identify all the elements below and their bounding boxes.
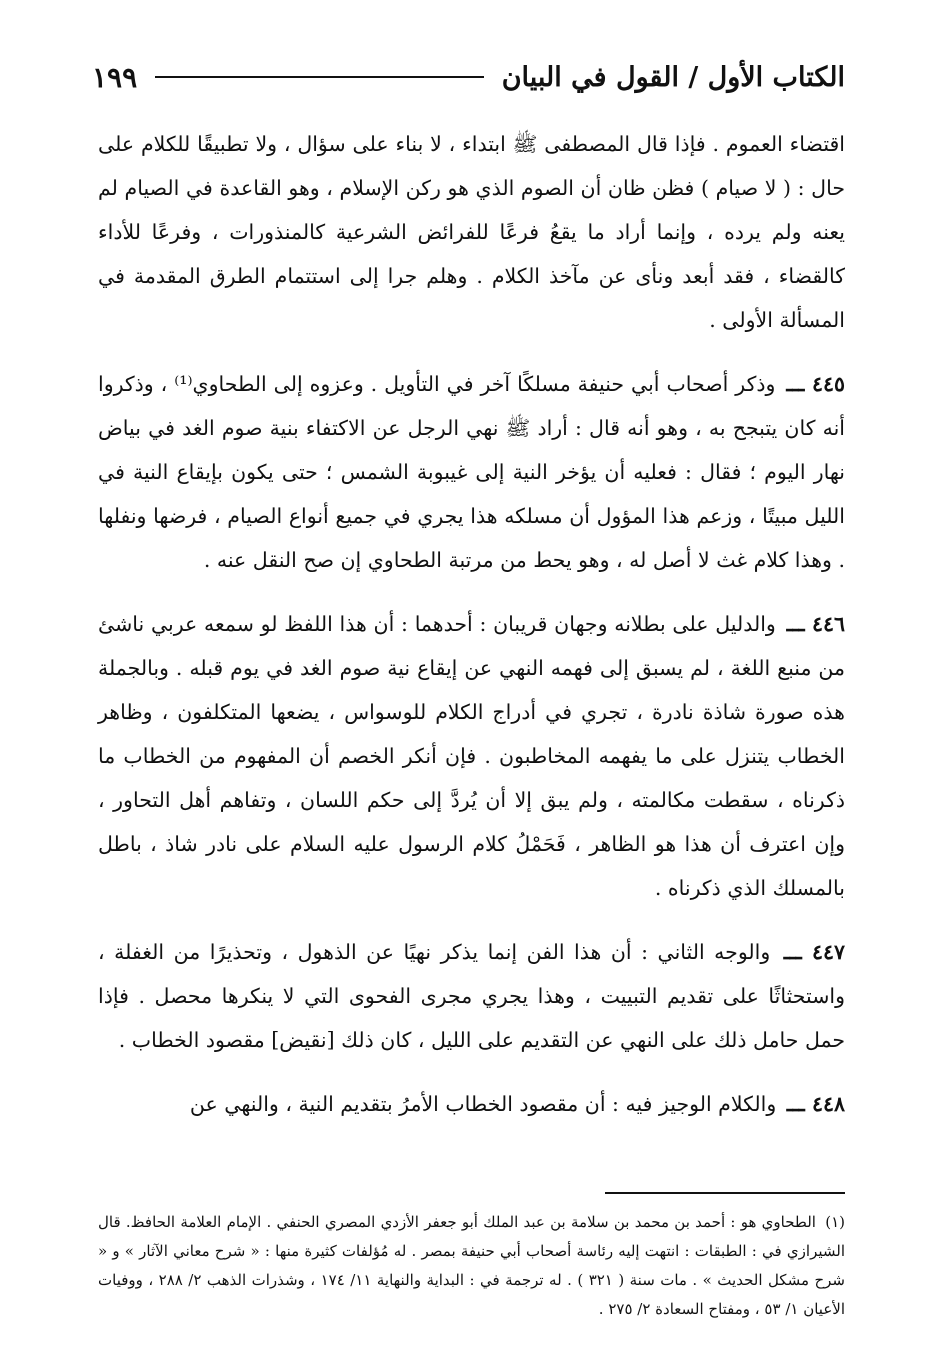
- paragraph-text: والكلام الوجيز فيه : أن مقصود الخطاب الأمرُ بتقديم النية ، والنهي عن: [189, 1092, 777, 1116]
- footnote-marker: (١): [825, 1213, 845, 1231]
- page-number: ١٩٩: [92, 60, 138, 94]
- paragraph-text: والدليل على بطلانه وجهان قريبان : أحدهما : أن هذا اللفظ لو سمعه عربي ناشئ من منبع اللغة ، لم يسبق إلى فهمه النهي عن إيقاع نية صوم الغد في يوم قبله . وبالجملة هذه صورة شاذة نادرة ، تجري في أدراج الكلام للوسواس ، يضعها المتكلفون ، وظاهر الخطاب يتنزل على ما يفهمه المخاطبون . فإن أنكر الخصم أن المفهوم من الخطاب ما ذكرناه ، سقطت مكالمته ، ولم يبق إلا أن يُردَّ إلى حكم اللسان ، وتفاهم أهل التحاور ، وإن اعترف أن هذا هو الظاهر ، فَحَمْلُ كلام الرسول عليه السلام على نادر شاذ ، باطل بالمسلك الذي ذكرناه .: [98, 612, 845, 900]
- header-rule: [155, 76, 484, 78]
- paragraph-number: ٤٤٦ ـــ: [786, 612, 845, 636]
- footnote-separator: [605, 1192, 845, 1194]
- paragraph-number: ٤٤٧ ـــ: [783, 940, 845, 964]
- main-text: [98, 122, 845, 1146]
- paragraph-number: ٤٤٥ ـــ: [786, 372, 845, 396]
- paragraph-continuation: [98, 122, 845, 342]
- running-header: [92, 52, 845, 102]
- footnote-text: الطحاوي هو : أحمد بن محمد بن سلامة بن عبد الملك أبو جعفر الأزدي المصري الحنفي . الإمام العلامة الحافظ. قال الشيرازي في : الطبقات : انتهت إليه رئاسة أصحاب أبي حنيفة بمصر . له مُؤلفات كثيرة منها : « شرح معاني الآثار » و « شرح مشكل الحديث » . مات سنة ( ٣٢١ ) . له ترجمة في : البداية والنهاية ١١/ ١٧٤ ، وشذرات الذهب ٢/ ٢٨٨ ، ووفيات الأعيان ١/ ٥٣ ، ومفتاح السعادة ٢/ ٢٧٥ .: [98, 1213, 845, 1318]
- paragraph-447: [98, 930, 845, 1062]
- running-title: الكتاب الأول / القول في البيان: [501, 61, 845, 93]
- paragraph-446: [98, 602, 845, 910]
- paragraph-number: ٤٤٨ ـــ: [786, 1092, 845, 1116]
- paragraph-text: والوجه الثاني : أن هذا الفن إنما يذكر نهيًا عن الذهول ، وتحذيرًا من الغفلة ، واستحثاثًا على تقديم التبييت ، وهذا يجري مجرى الفحوى التي لا ينكرها محصل . فإذا حمل حامل ذلك على النهي عن التقديم على الليل ، كان ذلك [نقيض] مقصود الخطاب .: [98, 940, 845, 1052]
- footnotes: [98, 1208, 845, 1324]
- paragraph-445: [98, 362, 845, 582]
- paragraph-448: [98, 1082, 845, 1126]
- paragraph-text: وذكر أصحاب أبي حنيفة مسلكًا آخر في التأويل . وعزوه إلى الطحاوي⁽¹⁾ ، وذكروا أنه كان يتبجح به ، وهو أنه قال : أراد ﷺ نهي الرجل عن الاكتفاء بنية صوم الغد في بياض نهار اليوم ؛ فقال : فعليه أن يؤخر النية إلى غيبوبة الشمس ؛ حتى يكون بإيقاع النية في الليل مبيتًا ، وزعم هذا المؤول أن مسلكه هذا يجري في جميع أنواع الصيام ، فرضها ونفلها . وهذا كلام غث لا أصل له ، وهو يحط من مرتبة الطحاوي إن صح النقل عنه .: [98, 372, 845, 572]
- paragraph-text: اقتضاء العموم . فإذا قال المصطفى ﷺ ابتداء ، لا بناء على سؤال ، ولا تطبيقًا للكلام على حال : ( لا صيام ) فظن ظان أن الصوم الذي هو ركن الإسلام ، وهو القاعدة في الصيام لم يعنه ولم يرده ، وإنما أراد ما يقعُ فرعًا للفرائض الشرعية كالمنذورات ، وفرعًا للأداء كالقضاء ، فقد أبعد ونأى عن مآخذ الكلام . وهلم جرا إلى استتمام الطرق المقدمة في المسألة الأولى .: [98, 132, 845, 332]
- footnote: [98, 1208, 845, 1324]
